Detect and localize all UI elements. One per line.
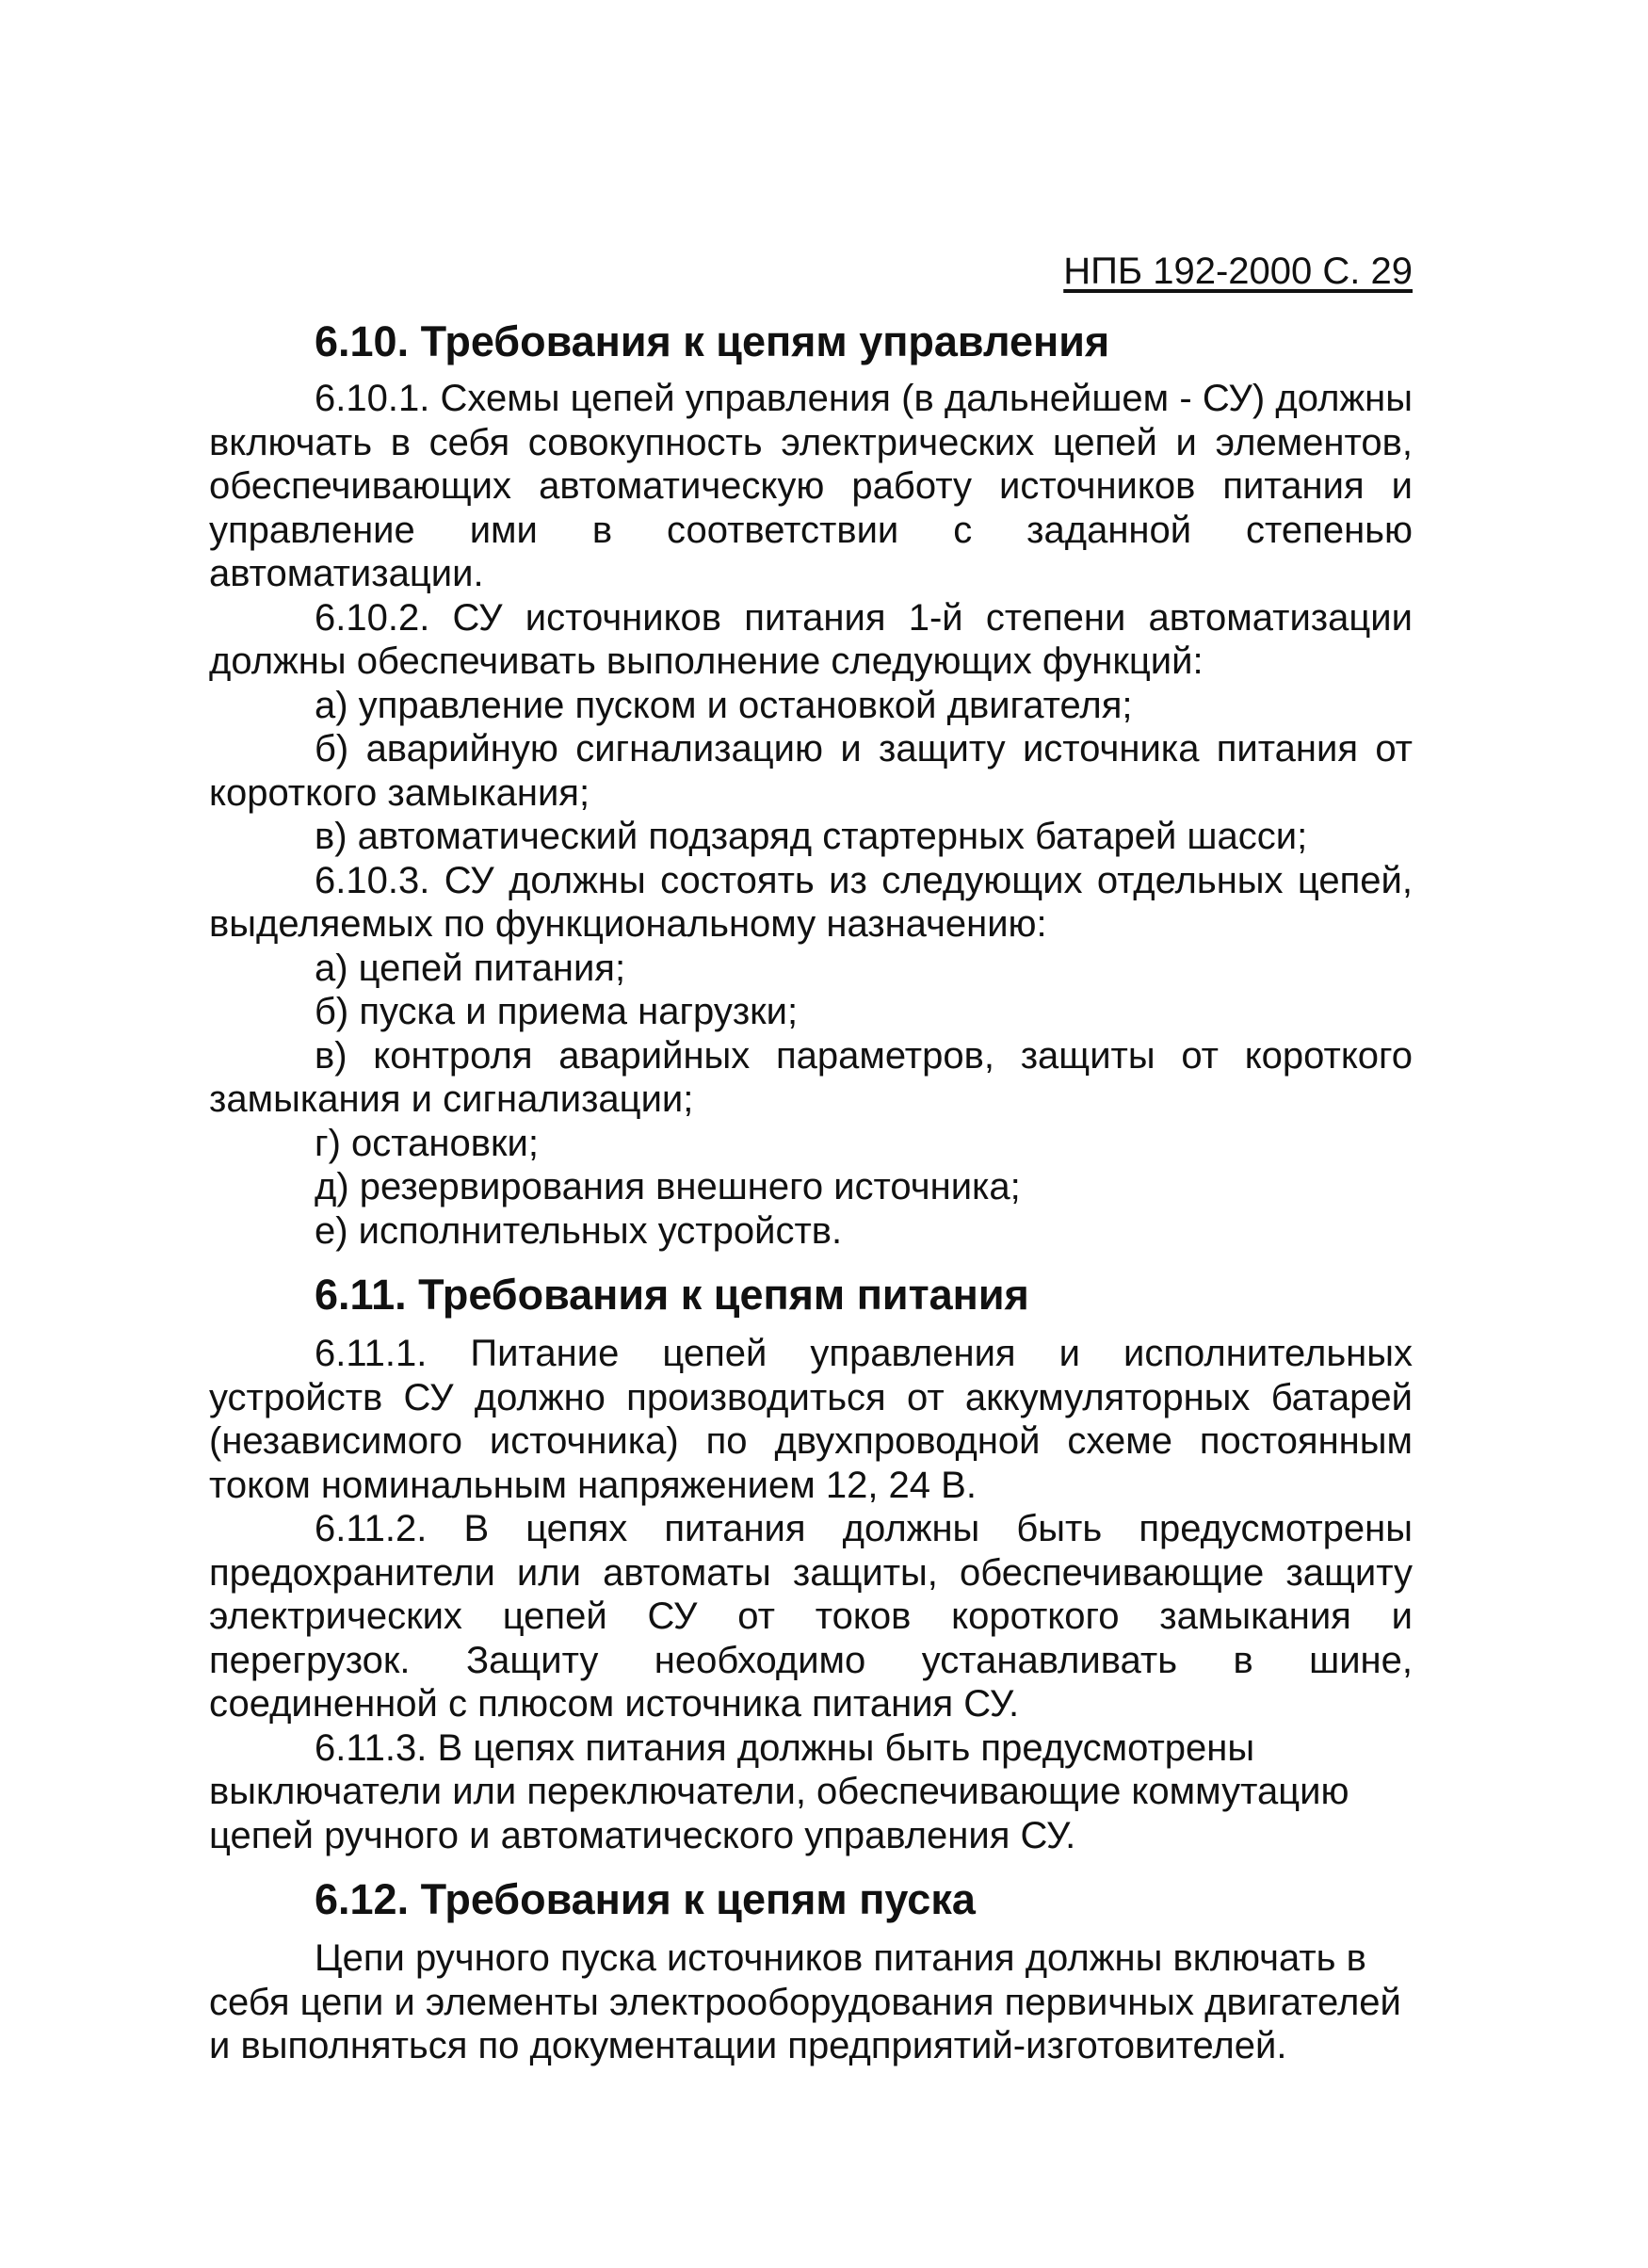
- paragraph-6-10-2: 6.10.2. СУ источников питания 1-й степени автоматизации должны обеспечивать выполнение следующих функций:: [209, 596, 1413, 682]
- list-item-6-10-3-v: в) контроля аварийных параметров, защиты от короткого замыкания и сигнализации;: [209, 1034, 1413, 1120]
- list-item-6-10-3-d: д) резервирования внешнего источника;: [315, 1166, 1021, 1207]
- page-content: [209, 245, 1413, 2068]
- section-title-6-12: 6.12. Требования к цепям пуска: [315, 1875, 976, 1923]
- running-head: НПБ 192-2000 С. 29: [1063, 251, 1413, 292]
- paragraph-6-10-1: 6.10.1. Схемы цепей управления (в дальнейшем - СУ) должны включать в себя совокупность электрических цепей и элементов, обеспечивающих автоматическую работу источников питания и управление ими в соответствии с заданной степенью автоматизации.: [209, 378, 1413, 594]
- paragraph-6-11-1: 6.11.1. Питание цепей управления и исполнительных устройств СУ должно производиться от аккумуляторных батарей (независимого источника) по двухпроводной схеме постоянным током номинальным напряжением 12, 24 В.: [209, 1333, 1413, 1506]
- list-item-6-10-3-a: а) цепей питания;: [315, 947, 626, 989]
- paragraph-6-12: Цепи ручного пуска источников питания должны включать в себя цепи и элементы электрооборудования первичных двигателей и выполняться по документации предприятий-изготовителей.: [209, 1937, 1401, 2066]
- list-item-6-10-2-a: а) управление пуском и остановкой двигателя;: [315, 684, 1133, 726]
- list-item-6-10-3-b: б) пуска и приема нагрузки;: [315, 991, 799, 1032]
- section-title-6-11: 6.11. Требования к цепям питания: [315, 1271, 1029, 1319]
- list-item-6-10-2-b: б) аварийную сигнализацию и защиту источника питания от короткого замыкания;: [209, 728, 1413, 814]
- section-title-6-10: 6.10. Требования к цепям управления: [315, 317, 1110, 365]
- paragraph-6-10-3: 6.10.3. СУ должны состоять из следующих отдельных цепей, выделяемых по функциональному назначению:: [209, 859, 1413, 945]
- list-item-6-10-3-e: е) исполнительных устройств.: [315, 1209, 843, 1252]
- list-item-6-10-3-g: г) остановки;: [315, 1122, 539, 1164]
- paragraph-6-11-2: 6.11.2. В цепях питания должны быть предусмотрены предохранители или автоматы защиты, обеспечивающие защиту электрических цепей СУ от токов короткого замыкания и перегрузок. Защиту необходимо устанавливать в шине, соединенной с плюсом источника питания СУ.: [209, 1508, 1413, 1725]
- list-item-6-10-2-v: в) автоматический подзаряд стартерных батарей шасси;: [315, 816, 1308, 857]
- paragraph-6-11-3: 6.11.3. В цепях питания должны быть предусмотрены выключатели или переключатели, обеспечивающие коммутацию цепей ручного и автоматического управления СУ.: [209, 1726, 1349, 1856]
